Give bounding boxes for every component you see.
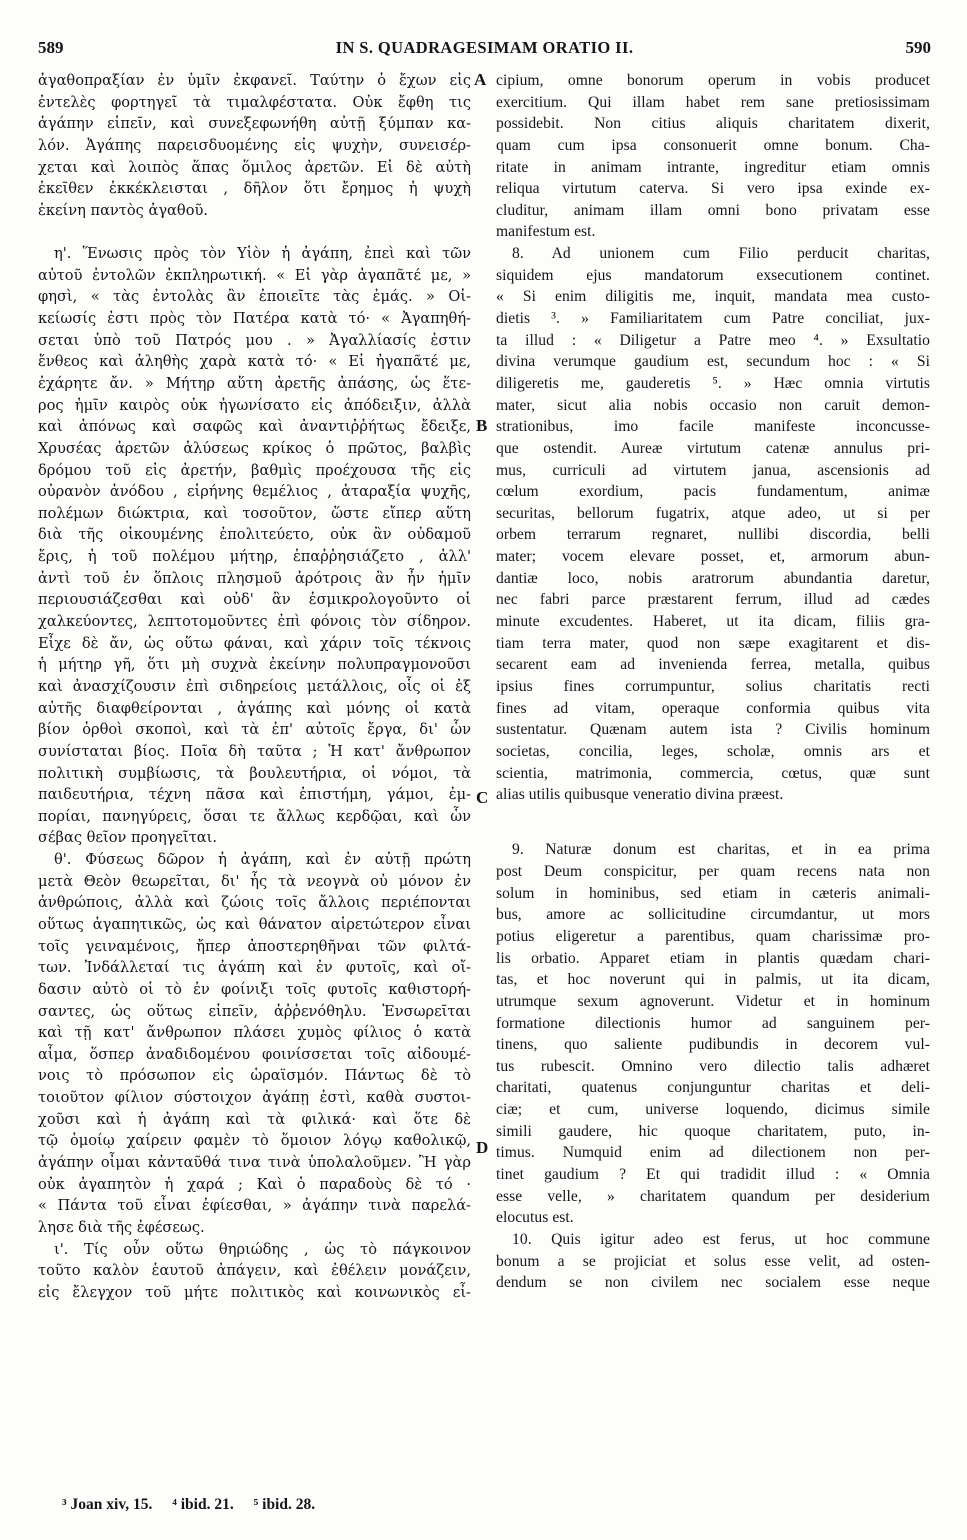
latin-text-line: mater, sicut alia nobis occasio non caruit demon-	[496, 396, 930, 414]
latin-text-line: simili gaudere, hic quoque charitatem, puto, in-	[496, 1122, 930, 1140]
latin-text-line: timus. Numquid enim ad dilectionem non per-	[496, 1144, 930, 1162]
greek-text-line: ι'. Τίς οὖν οὕτω θηριώδης , ὡς τὸ πάγκοινον	[54, 1240, 471, 1258]
latin-text-line: utrumque sexum agnoverunt. Videtur et in hominum	[496, 992, 930, 1010]
greek-text-line: καὶ τῇ κατ' ἄνθρωπον πλάσει χυμὸς φίλιος ὁ κατὰ	[38, 1024, 471, 1042]
greek-text-line: λησε διὰ τῆς ἐφέσεως.	[38, 1218, 205, 1236]
greek-text-line: πολιτικὴ συμβίωσις, τὰ βουλευτήρια, οἱ νόμοι, τὰ	[38, 764, 471, 782]
greek-text-line	[38, 221, 471, 243]
latin-text-line: lis orbatio. Apparet etiam in plantis quædam chari-	[496, 949, 930, 967]
latin-text-line: diligeretis me, gauderetis ⁵. » Hæc omnia virtutis	[496, 374, 930, 392]
greek-text-line: θ'. Φύσεως δῶρον ἡ ἀγάπη, καὶ ἐν αὐτῇ πρώτη	[54, 851, 471, 869]
greek-text-line: δρόμου τοῦ εἰς ἀρετήν, βαθμὶς προέχουσα τῆς εἰς	[38, 461, 471, 479]
latin-text-line: dantiæ loco, nobis aratrorum abundantia daretur,	[496, 569, 930, 587]
latin-text-line: secarent eam ad invenienda ferrea, metalla, quibus	[496, 656, 930, 674]
latin-text-line	[496, 806, 930, 828]
greek-text-line: τοιοῦτον φίλιον σύστοιχον ἀγάπῃ ἐστὶ, καθὰ συστοι-	[38, 1089, 471, 1107]
greek-text-line: χεται καὶ λοιπὸς ἅπας ὅμιλος ἀρετῶν. Εἰ δὲ αὐτὴ	[38, 158, 471, 176]
greek-text-line: η'. Ἕνωσις πρὸς τὸν Υἱὸν ἡ ἀγάπη, ἐπεὶ καὶ τῶν	[54, 245, 471, 263]
page-number-left: 589	[38, 38, 64, 57]
latin-column	[496, 70, 930, 1294]
greek-text-line: εἰς ἔλεγχον τοῦ μήτε πολιτικὸς καὶ κοινωνικὸς εἶ-	[38, 1283, 471, 1301]
footnote-5: ⁵ ibid. 28.	[253, 1496, 316, 1513]
greek-text-line: ἐντελὲς φορτηγεῖ τὰ τιμαλφέστατα. Οὐκ ἔφθη τις	[38, 93, 471, 111]
greek-text-line: οὕτως ἀγαπητικῶς, ὡς καὶ θάνατον αἱρετώτερον εἶναι	[38, 915, 471, 933]
latin-text-line: orbem terrarum regnaret, nullibi discordia, belli	[496, 526, 930, 544]
latin-text-line: sustentatur. Quænam autem ista ? Civilis hominum	[496, 721, 930, 739]
greek-text-line: τῷ ὁμοίῳ χαίρειν φαμὲν τὸ ὅμοιον λόγῳ καθολικῷ,	[38, 1132, 471, 1150]
latin-text-line: scientia, matrimonia, commercia, cœtus, quæ sunt	[496, 764, 930, 782]
greek-text-line: ρος ἡμῖν καιρὸς οὐκ ἠγωνίσατο εἰς ἀπόδειξιν, ἀλλὰ	[38, 396, 471, 414]
greek-text-line: « Πάντα τοῦ εἶναι ἐφίεσθαι, » ἀγάπην τινὰ παρελά-	[38, 1197, 471, 1215]
latin-text-line: cluditur, animam illam omni bono privatam esse	[496, 201, 930, 219]
latin-text-line: elocutus est.	[496, 1209, 574, 1227]
latin-text-line: societas, concilia, leges, scholæ, omnis ars et	[496, 742, 930, 760]
greek-text-line: οὐκ ἀγαπητὸν ἡ χαρά ; Καὶ ὁ παραδοὺς δὲ τό ·	[38, 1175, 471, 1193]
latin-text-line: esse velle, » charitatem quandum per desiderium	[496, 1187, 930, 1205]
greek-text-line: πορίαι, πανηγύρεις, ὅσαι τε ἄλλως κερδῷαι, καὶ ὧν	[38, 807, 471, 825]
greek-column	[38, 70, 471, 1304]
greek-text-line: ἐχάρητε ἄν. » Μήτηρ αὕτη ἀρετῆς ἁπάσης, ὡς ἕτε-	[38, 374, 471, 392]
greek-text-line: κείωσίς ἐστι πρὸς τὸν Πατέρα κατὰ τό· « Ἀγαπηθή-	[38, 310, 471, 328]
latin-text-line: ciæ; et cum, universe loquendo, dicimus simile	[496, 1101, 930, 1119]
latin-text-line: possidebit. Non citius aliquis charitatem dixerit,	[496, 115, 930, 133]
greek-text-line: Εἶχε δὲ ἄν, ὡς οὕτω φάναι, καὶ χάριν τοῖς τέκνοις	[38, 634, 471, 652]
greek-text-line: τοῖς γειναμένοις, ἤπερ ἀποστερηθῆναι τῶν φιλτά-	[38, 937, 471, 955]
latin-text-line: manifestum est.	[496, 223, 596, 241]
latin-text-line: tinens, quo saliente pudibundis in decorem vul-	[496, 1036, 930, 1054]
greek-text-line: ἀνθρώποις, ἀλλὰ καὶ ζώοις τοῖς ἄλλοις περιέπονται	[38, 894, 471, 912]
greek-text-line: αἷμα, ὅσπερ ἀναδιδομένου φοινίσσεται τοῖς αἰδουμέ-	[38, 1045, 471, 1063]
greek-text-line: παιδευτήρια, τέχνη πᾶσα καὶ ἐπιστήμη, γάμοι, ἐμ-	[38, 786, 471, 804]
greek-text-line: Χρυσέας ἀρετῶν ἁλύσεως κρίκος ὁ πρῶτος, βαλβὶς	[38, 439, 471, 457]
running-title: IN S. QUADRAGESIMAM ORATIO II.	[335, 38, 634, 57]
greek-text-line: αὐτοῦ ἐντολῶν ἐκπληρωτική. « Εἰ γὰρ ἀγαπᾶτέ με, »	[38, 266, 471, 284]
latin-text-line: dietis ³. » Familiaritatem cum Patre conciliat, jux-	[496, 310, 930, 328]
greek-text-line: οὐρανὸν ἀνόδου , εἰρήνης θεμέλιος , ἀταραξία ψυχῆς,	[38, 483, 471, 501]
footnote-4: ⁴ ibid. 21.	[172, 1496, 234, 1513]
greek-text-line: τοῦτο καλὸν ἑαυτοῦ ἀπάγειν, καὶ ἐθέλειν μονάζειν,	[38, 1262, 471, 1280]
latin-text-line: tus rubescit. Omnino vero dilectio talis adhæret	[496, 1057, 930, 1075]
greek-text-line: ἐκείνη παντὸς ἀγαθοῦ.	[38, 201, 208, 219]
latin-text-line: « Si enim diligitis me, inquit, mandata mea custo-	[496, 288, 930, 306]
latin-text-line: bonum a se projiciat et solus esse velit, ad osten-	[496, 1252, 930, 1270]
greek-text-line: σεται ὑπὸ τοῦ Πατρός μου . » Ἀγαλλίασίς ἐστιν	[38, 331, 471, 349]
latin-text-line: nec fabri parce præstarent ferrum, illud ad cædes	[496, 591, 930, 609]
margin-marker-d: D	[476, 1138, 489, 1157]
latin-text-line: exercitium. Qui illam habet rem sane pretiosissimam	[496, 93, 930, 111]
latin-text-line: tas, et hoc noverunt qui in palmis, ut ita dicam,	[496, 971, 930, 989]
greek-text-line: φησὶ, « τὰς ἐντολὰς ἂν ἐποιεῖτε τὰς ἐμάς. » Οἰ-	[38, 288, 471, 306]
latin-text-line: post Deum conspicitur, per quam recens nata non	[496, 863, 930, 881]
greek-text-line: των. Ἰνδάλλεταί τις ἀγάπη καὶ ἐν φυτοῖς, καὶ οἴ-	[38, 959, 471, 977]
latin-text-line: 8. Ad unionem cum Filio perducit charitas,	[512, 245, 930, 263]
latin-text-line: reliqua virtutum caterva. Si vero ipsa exinde ex-	[496, 180, 930, 198]
greek-text-line: ἐκεῖθεν ἐκκέκλεισται , δῆλον ὅτι ἔρημος ἡ ψυχὴ	[38, 180, 471, 198]
greek-text-line: ἡ μήτηρ γῆ, ὅτι μὴ συχνὰ ἐκείνην πολυπραγμονοῦσι	[38, 656, 471, 674]
footnote-3: ³ Joan xiv, 15.	[62, 1496, 153, 1513]
greek-text-line: χοῦσι καὶ ἡ ἀγάπη καὶ τὰ φιλικά· καὶ ὅτε δὲ	[38, 1110, 471, 1128]
latin-text-line: bus, amore ac sollicitudine circumdantur, ut mors	[496, 906, 930, 924]
latin-text-line: que ostendit. Aureæ virtutum catenæ annulus pri-	[496, 439, 930, 457]
latin-text-line: dendum se non civilem nec socialem esse neque	[496, 1274, 930, 1292]
latin-text-line: tiam terra mater, quod non sæpe exagitarent et dis-	[496, 634, 930, 652]
margin-marker-b: B	[476, 416, 488, 435]
latin-text-line: quam cum ipsa consonuerit omne bonum. Cha-	[496, 136, 930, 154]
latin-text-line: potius eligeretur a parentibus, quam charissimæ pro-	[496, 927, 930, 945]
latin-text-line: 10. Quis igitur adeo est ferus, ut hoc commune	[512, 1230, 930, 1248]
page-number-right: 590	[905, 38, 931, 57]
footnotes	[62, 1496, 331, 1514]
margin-marker-c: C	[476, 788, 489, 807]
greek-text-line: πολέμων διώκτρια, καὶ τοσοῦτον, ὥστε εἴπερ αὕτη	[38, 504, 471, 522]
margin-marker-a: A	[474, 70, 487, 89]
latin-text-line: ta illud : « Diligetur a Patre meo ⁴. » Exsultatio	[496, 331, 930, 349]
page-header	[38, 38, 931, 66]
greek-text-line: χαλκεύοντες, λεπτοτομοῦντες ἐπὶ φόνοις τὸν σίδηρον.	[38, 613, 471, 631]
greek-text-line: λόν. Ἀγάπης παρεισδυομένης εἰς ψυχὴν, συνεισέρ-	[38, 136, 471, 154]
latin-text-line: 9. Naturæ donum est charitas, et in ea prima	[512, 841, 930, 859]
latin-text-line: securitas, bellorum fugatrix, atque adeo, ut si per	[496, 504, 930, 522]
latin-text-line: cipium, omne bonorum operum in vobis producet	[496, 72, 930, 89]
greek-text-line: νοις τὸ πρόσωπον εἰς ὡραϊσμόν. Πάντως δὲ τὸ	[38, 1067, 471, 1085]
greek-text-line: βίον ὀρθοὶ σκοποὶ, καὶ τὰ ἐπ' αὐτοῖς ἔργα, δι' ὧν	[38, 721, 471, 739]
latin-text-line: ritate in animam intrante, ingreditur etiam omnis	[496, 158, 930, 176]
greek-text-line: ἔρις, ἡ τοῦ πολέμου μήτηρ, ἐπαῤῥησιάζετο , ἀλλ'	[38, 548, 471, 566]
greek-text-line: καὶ ἀνασχίζουσιν ἐπὶ σιδηρείοις μετάλλοις, οἷς οἱ ἐξ	[38, 677, 471, 695]
greek-text-line: ἔνθεος καὶ ἀληθὴς χαρὰ κατὰ τό· « Εἰ ἠγαπᾶτέ με,	[38, 353, 471, 371]
greek-text-line: διὰ τῆς οἰκουμένης ἐπολιτεύετο, οὐκ ἂν οὐδαμοῦ	[38, 526, 471, 544]
greek-text-line: σαντες, ὡς οὕτως εἰπεῖν, ἀῤῥενόθηλυ. Ἐνσωρεῖται	[38, 1002, 471, 1020]
latin-text-line: formatione dilectionis humor ad sanguinem per-	[496, 1014, 930, 1032]
greek-text-line: ἀγάπην εἰπεῖν, καὶ συνεξεφωνήθη αὐτῇ ξύμπαν κα-	[38, 115, 471, 133]
latin-text-line: fines ad vitam, operaque conformia quibus vita	[496, 699, 930, 717]
latin-text-line: cœlum exordium, pacis fundamentum, animæ	[496, 483, 930, 501]
latin-text-line: tinet gaudium ? Et qui tradidit illud : « Omnia	[496, 1166, 930, 1184]
greek-text-line: σέβας θεῖον προηγεῖται.	[38, 829, 217, 847]
greek-text-line: ἀντὶ τοῦ ἐν ὅπλοις πλησμοῦ ἀρότροις ἂν ἦν ἡμῖν	[38, 569, 471, 587]
greek-text-line: αὐτῆς διαφθείρονται , ἀγάπης καὶ μόνης οἱ κατὰ	[38, 699, 471, 717]
latin-text-line: siquidem ejus mandatorum exsecutionem continet.	[496, 266, 930, 284]
latin-text-line: mus, curriculi ad virtutem janua, ascensionis ad	[496, 461, 930, 479]
latin-text-line: strationibus, imo facile manifeste inconcusse-	[496, 418, 930, 436]
greek-text-line: περιουσιάζεσθαι καὶ οὐδ' ἂν ἐσμικρολογοῦντο οἱ	[38, 591, 471, 609]
greek-text-line: δασιν αὐτὸ οἱ τὸ ἐν φοίνιξι τοῖς φυτοῖς καθιστορή-	[38, 980, 471, 998]
greek-text-line: ἀγάπην οἶμαι κἀνταῦθά τινα τινὰ ὑπολαλοῦμεν. Ἢ γὰρ	[38, 1154, 471, 1172]
latin-text-line: solum in hominibus, sed etiam in cæteris animali-	[496, 884, 930, 902]
greek-text-line: συνίσταται βίος. Ποῖα δὴ ταῦτα ; Ἡ κατ' ἄνθρωπον	[38, 742, 471, 760]
latin-text-line	[496, 827, 930, 839]
greek-text-line: καὶ ἀπόνως καὶ σαφῶς καὶ ἀναντιῤῥήτως ἔδειξε,	[38, 418, 471, 436]
latin-text-line: divina verumque gaudium est, secundum hoc : « Si	[496, 353, 930, 371]
latin-text-line: alias utilis quibusque veneratio divina præest.	[496, 786, 784, 804]
greek-text-line: ἀγαθοπραξίαν ἐν ὑμῖν ἐκφανεῖ. Ταύτην ὁ ἔχων εἰς	[38, 72, 471, 89]
latin-text-line: ipsius fines corrumpuntur, solius charitatis recti	[496, 677, 930, 695]
latin-text-line: minute excudentes. Haberet, ut ita dicam, filiis gra-	[496, 613, 930, 631]
latin-text-line: mater; vocem elevare posset, et, armorum abun-	[496, 548, 930, 566]
greek-text-line: μετὰ Θεὸν θεωρεῖται, δι' ἧς τὰ νεογνὰ οὐ μόνον ἐν	[38, 872, 471, 890]
latin-text-line: charitati, quatenus conjunguntur charitas et deli-	[496, 1079, 930, 1097]
